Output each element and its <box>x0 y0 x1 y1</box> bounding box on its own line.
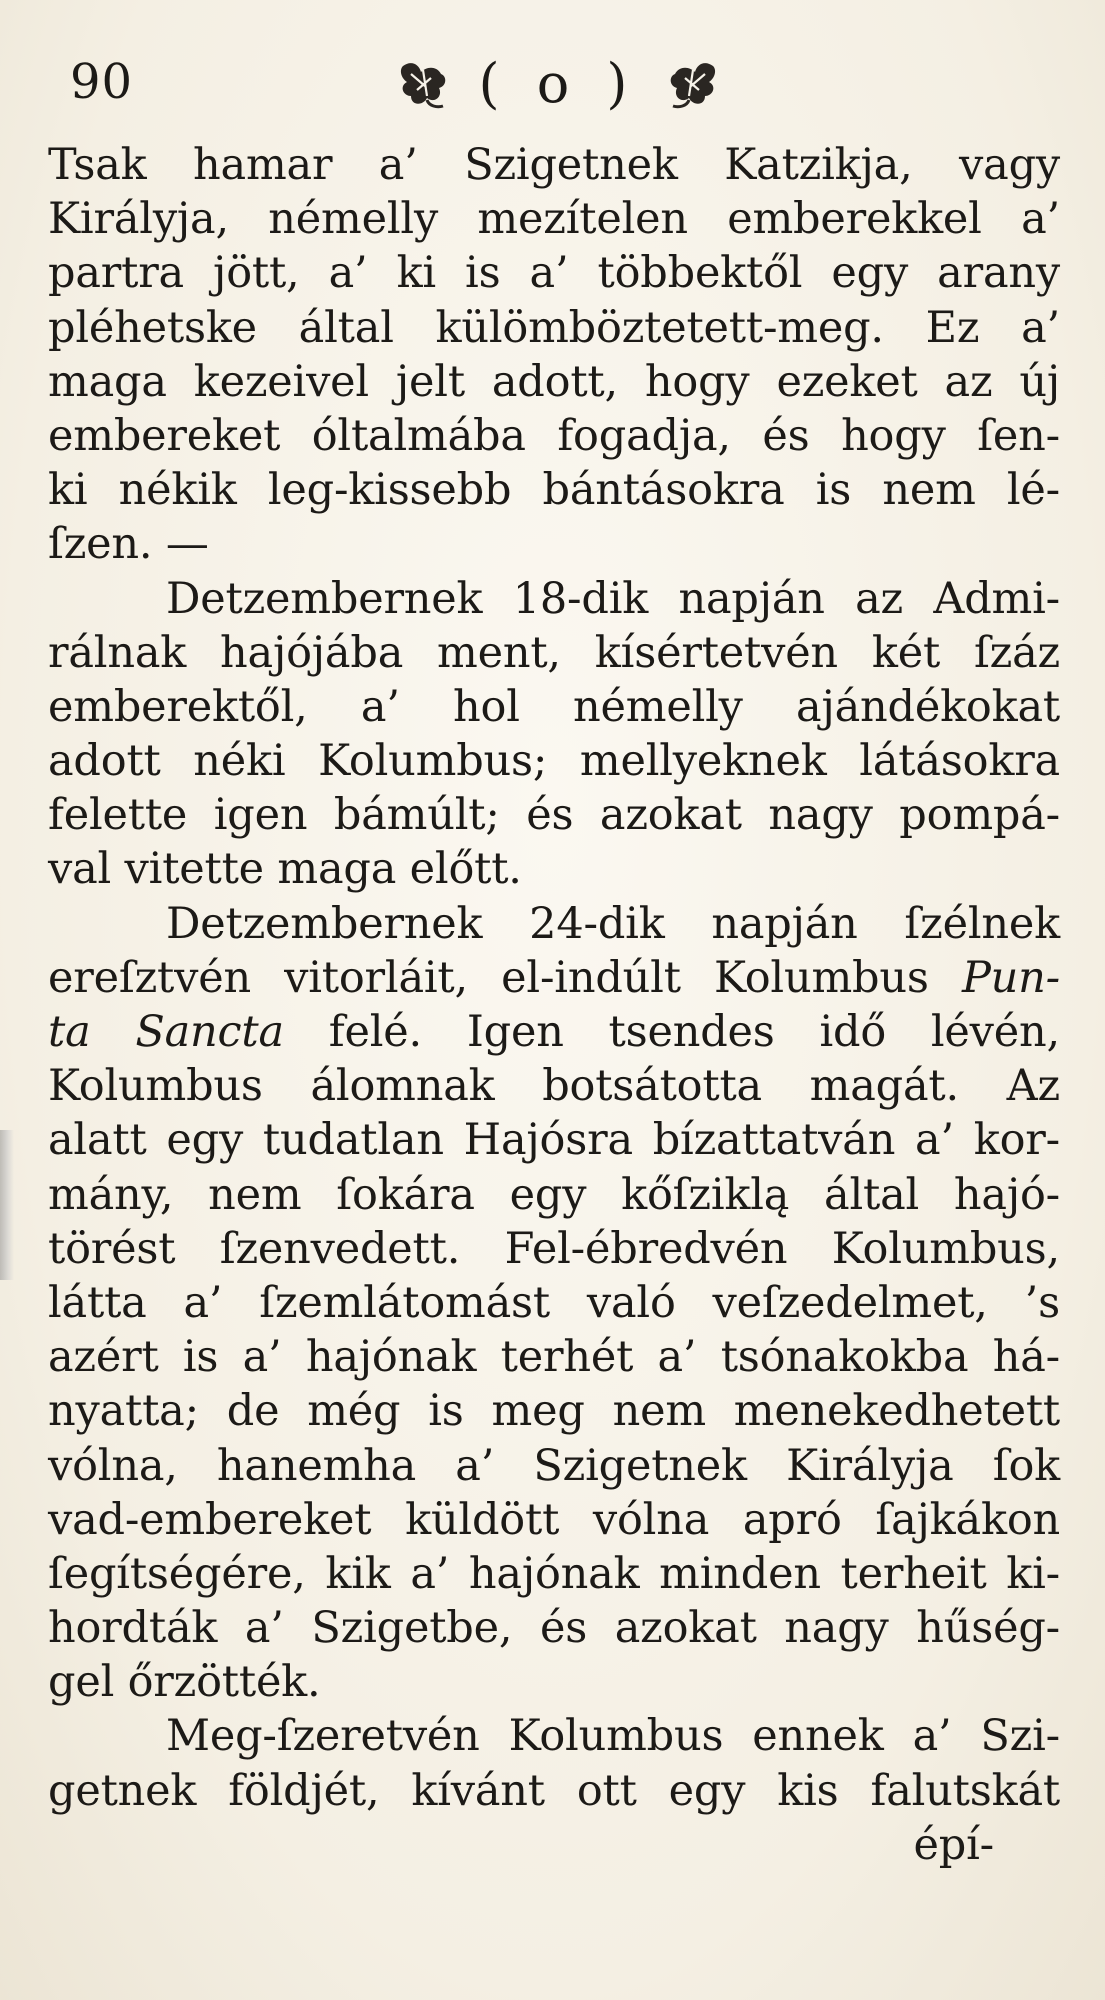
line-text: Királyja, némelly mezítelen emberekkel a’ <box>48 194 1060 245</box>
text-line <box>48 301 1060 355</box>
text-line <box>48 246 1060 300</box>
line-text: ki nékik leg-kissebb bántásokra is nem lé- <box>48 465 1060 516</box>
text-line <box>48 1439 1060 1493</box>
text-line <box>48 1547 1060 1601</box>
line-text: mány, nem ſokára egy kőſziklą által hajó- <box>48 1169 1060 1220</box>
text-line <box>48 1276 1060 1330</box>
text-line <box>48 680 1060 734</box>
line-text: azért is a’ hajónak terhét a’ tsónakokba há- <box>48 1332 1060 1383</box>
text-line <box>48 192 1060 246</box>
running-head-text: ( o ) <box>478 51 638 115</box>
text-line <box>48 355 1060 409</box>
line-text: val vitette maga előtt. <box>48 844 522 895</box>
text-line <box>48 1818 1060 1872</box>
text-line <box>48 1493 1060 1547</box>
line-text: alatt egy tudatlan Hajósra bízattatván a’ kor- <box>48 1115 1060 1166</box>
text-line <box>48 409 1060 463</box>
body-text <box>48 138 1060 1872</box>
text-line <box>48 1384 1060 1438</box>
text-line <box>48 463 1060 517</box>
line-text: látta a’ ſzemlátomást való veſzedelmet, ’s <box>48 1277 1060 1328</box>
line-text: ſzen. — <box>48 519 209 570</box>
text-line <box>48 1222 1060 1276</box>
line-text: adott néki Kolumbus; mellyeknek látásokra <box>48 736 1060 787</box>
line-text: ſegítségére, kik a’ hajónak minden terheit ki- <box>48 1548 1060 1599</box>
line-text: nyatta; de még is meg nem menekedhetett <box>48 1386 1060 1437</box>
text-line <box>48 1005 1060 1059</box>
text-line <box>48 734 1060 788</box>
line-text: partra jött, a’ ki is a’ többektől egy arany <box>48 248 1060 299</box>
text-line <box>48 1168 1060 1222</box>
line-text: getnek földjét, kívánt ott egy kis falutskát <box>48 1765 1060 1816</box>
text-line <box>48 626 1060 680</box>
fleuron-left-icon <box>397 56 453 110</box>
line-text: ereſztvén vitorláit, el-indúlt Kolumbus <box>48 952 962 1003</box>
text-line <box>48 1655 1060 1709</box>
line-text: hordták a’ Szigetbe, és azokat nagy hűség- <box>48 1603 1060 1654</box>
text-line <box>48 572 1060 626</box>
line-text: embereket óltalmába fogadja, és hogy ſen- <box>48 410 1060 461</box>
line-text: Detzembernek 18-dik napján az Admi- <box>166 573 1060 624</box>
line-text: rálnak hajójába ment, kísértetvén két ſzáz <box>48 627 1060 678</box>
page-edge-shadow <box>0 1130 14 1280</box>
text-line <box>48 517 1060 571</box>
line-text: pléhetske által külömböztetett-meg. Ez a’ <box>48 302 1060 353</box>
text-line <box>48 951 1060 1005</box>
italic-place-name: Pun- <box>961 952 1060 1003</box>
text-line <box>48 1330 1060 1384</box>
line-text: épí- <box>913 1819 994 1870</box>
text-line <box>48 1059 1060 1113</box>
line-text: emberektől, a’ hol némelly ajándékokat <box>48 681 1060 732</box>
text-line <box>48 138 1060 192</box>
page-header <box>0 44 1105 124</box>
line-text: maga kezeivel jelt adott, hogy ezeket az új <box>48 356 1060 407</box>
italic-place-name: ta Sancta <box>48 1007 284 1057</box>
line-text-continued: felé. Igen tsendes idő lévén, <box>283 1007 1060 1057</box>
line-text: vólna, hanemha a’ Szigetnek Királyja ſok <box>48 1440 1060 1491</box>
text-line <box>48 1601 1060 1655</box>
text-line <box>48 842 1060 896</box>
text-line <box>48 1764 1060 1818</box>
line-text: Tsak hamar a’ Szigetnek Katzikja, vagy <box>48 140 1060 190</box>
line-text: törést ſzenvedett. Fel-ébredvén Kolumbus, <box>48 1223 1060 1274</box>
line-text: felette igen bámúlt; és azokat nagy pompá- <box>48 790 1060 841</box>
line-text: Meg-ſzeretvén Kolumbus ennek a’ Szi- <box>166 1711 1060 1762</box>
line-text: vad-embereket küldött vólna apró ſajkákon <box>48 1494 1060 1545</box>
line-text: Detzembernek 24-dik napján ſzélnek <box>166 898 1060 949</box>
line-text: gel őrzötték. <box>48 1657 321 1708</box>
text-line <box>48 788 1060 842</box>
line-text: Kolumbus álomnak botsátotta magát. Az <box>48 1061 1060 1112</box>
running-head <box>368 48 748 118</box>
page-number: 90 <box>70 54 134 110</box>
fleuron-right-icon <box>663 56 719 110</box>
text-line <box>48 1709 1060 1763</box>
text-line <box>48 897 1060 951</box>
text-line <box>48 1113 1060 1167</box>
